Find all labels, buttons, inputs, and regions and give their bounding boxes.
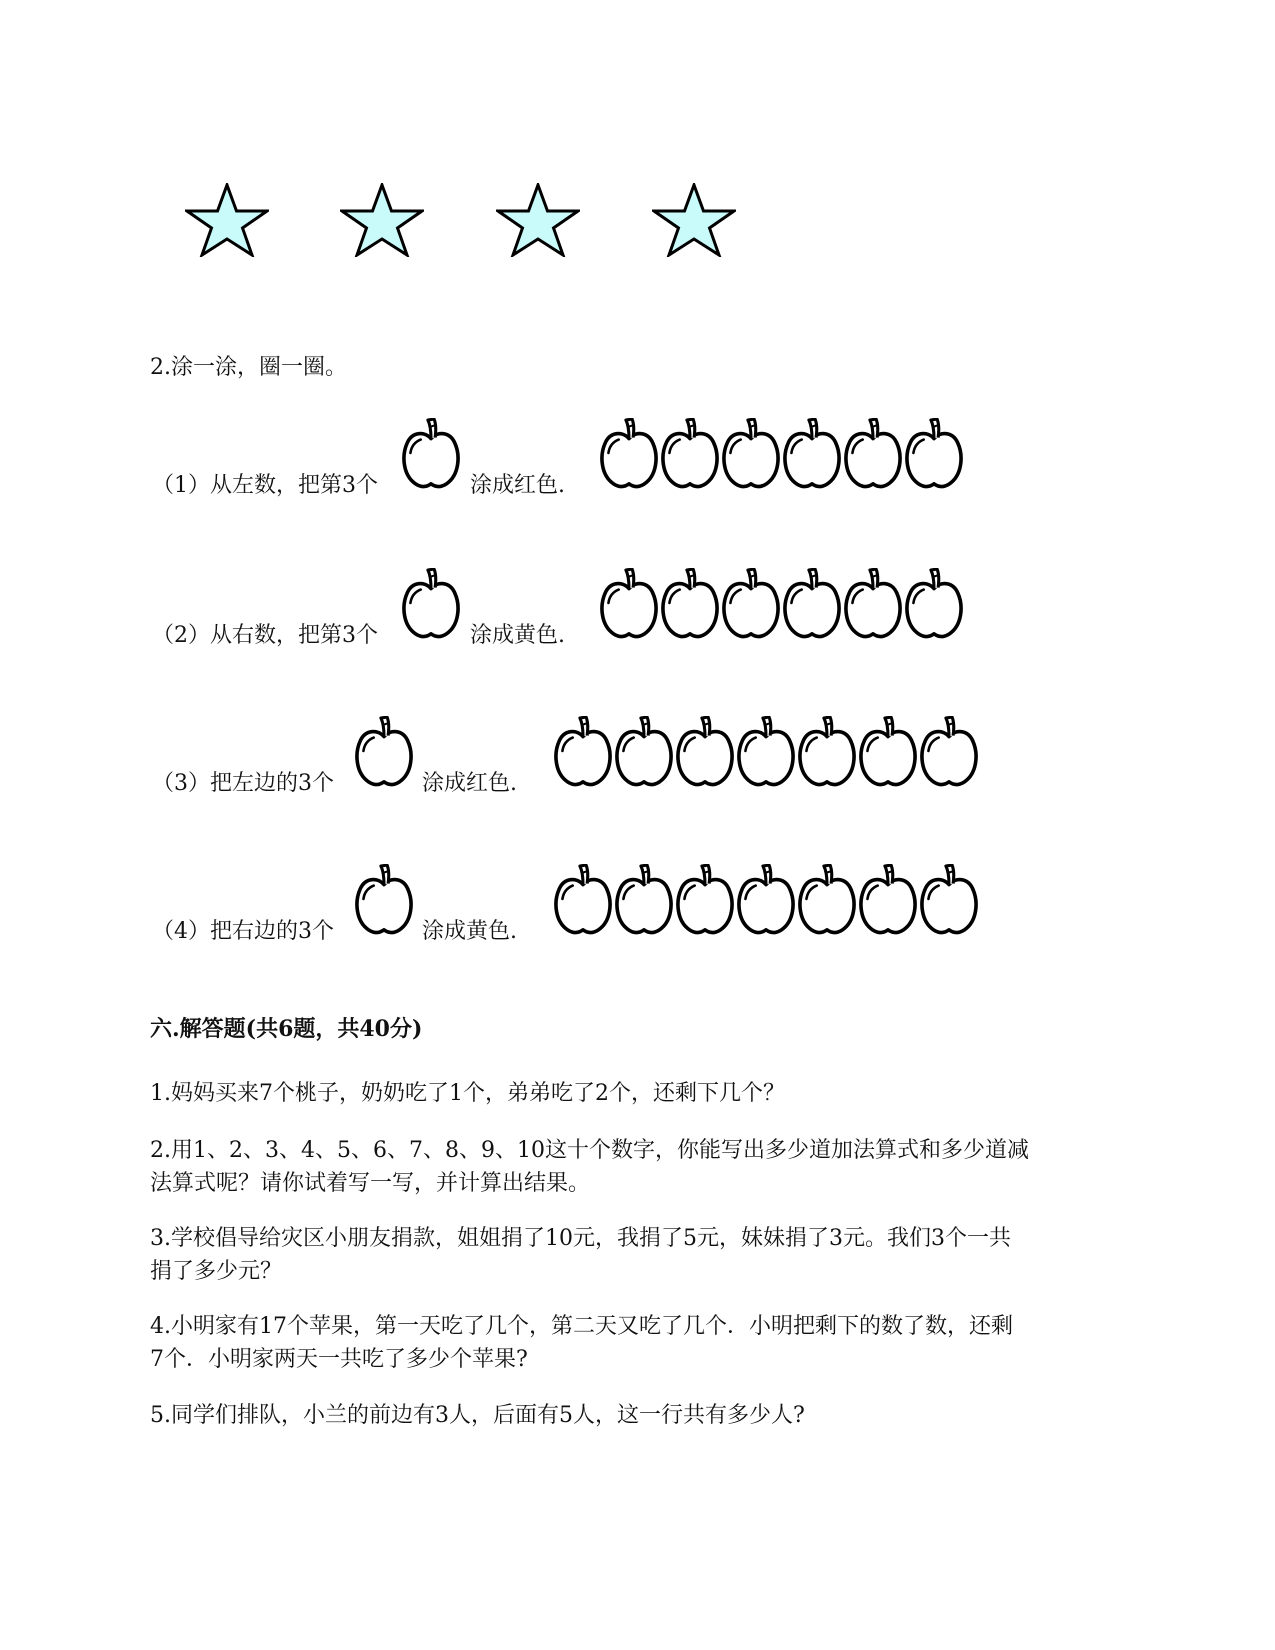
item-label: （2）从右数，把第3个 [152, 623, 378, 648]
apple-icon [842, 568, 904, 640]
star-icon [496, 183, 580, 257]
item-action: 涂成黄色. [422, 919, 517, 944]
star-icon [340, 183, 424, 257]
star-icon [652, 183, 736, 257]
question-line: 捐了多少元？ [150, 1259, 283, 1284]
apple-icon [552, 716, 614, 788]
apple-icon [674, 716, 736, 788]
question-line: 5.同学们排队，小兰的前边有3人，后面有5人，这一行共有多少人? [150, 1403, 805, 1428]
apple-icon [613, 864, 675, 936]
apple-icon [903, 568, 965, 640]
question-line: 法算式呢？请你试着写一写，并计算出结果。 [150, 1171, 591, 1196]
apple-icon [598, 418, 660, 490]
apple-icon [796, 716, 858, 788]
item-action: 涂成红色. [470, 473, 565, 498]
apple-icon [735, 864, 797, 936]
section-title: 六.解答题(共6题，共40分) [150, 1016, 423, 1042]
apple-icon [918, 864, 980, 936]
question [150, 1077, 1130, 1110]
apple-icon [735, 716, 797, 788]
item-label: （1）从左数，把第3个 [152, 473, 378, 498]
question-line: 1.妈妈买来7个桃子，奶奶吃了1个，弟弟吃了2个，还剩下几个？ [150, 1081, 785, 1106]
question [150, 1310, 1130, 1376]
apple-icon [659, 568, 721, 640]
apple-icon [674, 864, 736, 936]
question-line: 2.用1、2、3、4、5、6、7、8、9、10这十个数字，你能写出多少道加法算式和多少道减 [150, 1138, 1029, 1163]
apple-icon [400, 418, 462, 490]
apple-icon [796, 864, 858, 936]
apple-icon [781, 418, 843, 490]
question-line: 3.学校倡导给灾区小朋友捐款，姐姐捐了10元，我捐了5元，妹妹捐了3元。我们3个一共 [150, 1226, 1011, 1251]
apple-icon [613, 716, 675, 788]
apple-icon [659, 418, 721, 490]
apple-icon [353, 864, 415, 936]
apple-icon [400, 568, 462, 640]
star-icon [185, 183, 269, 257]
question-line: 7个．小明家两天一共吃了多少个苹果? [150, 1347, 528, 1372]
apple-icon [857, 716, 919, 788]
item-label: （4）把右边的3个 [152, 919, 334, 944]
apple-icon [598, 568, 660, 640]
question [150, 1399, 1130, 1432]
apple-icon [918, 716, 980, 788]
question [150, 1222, 1130, 1288]
item-label: （3）把左边的3个 [152, 771, 334, 796]
item-action: 涂成红色. [422, 771, 517, 796]
question-title: 2.涂一涂，圈一圈。 [150, 355, 347, 380]
apple-icon [903, 418, 965, 490]
apple-icon [353, 716, 415, 788]
apple-icon [720, 568, 782, 640]
question [150, 1134, 1130, 1200]
apple-icon [842, 418, 904, 490]
item-action: 涂成黄色. [470, 623, 565, 648]
apple-icon [781, 568, 843, 640]
apple-icon [857, 864, 919, 936]
question-line: 4.小明家有17个苹果，第一天吃了几个，第二天又吃了几个．小明把剩下的数了数，还剩 [150, 1314, 1013, 1339]
apple-icon [720, 418, 782, 490]
apple-icon [552, 864, 614, 936]
